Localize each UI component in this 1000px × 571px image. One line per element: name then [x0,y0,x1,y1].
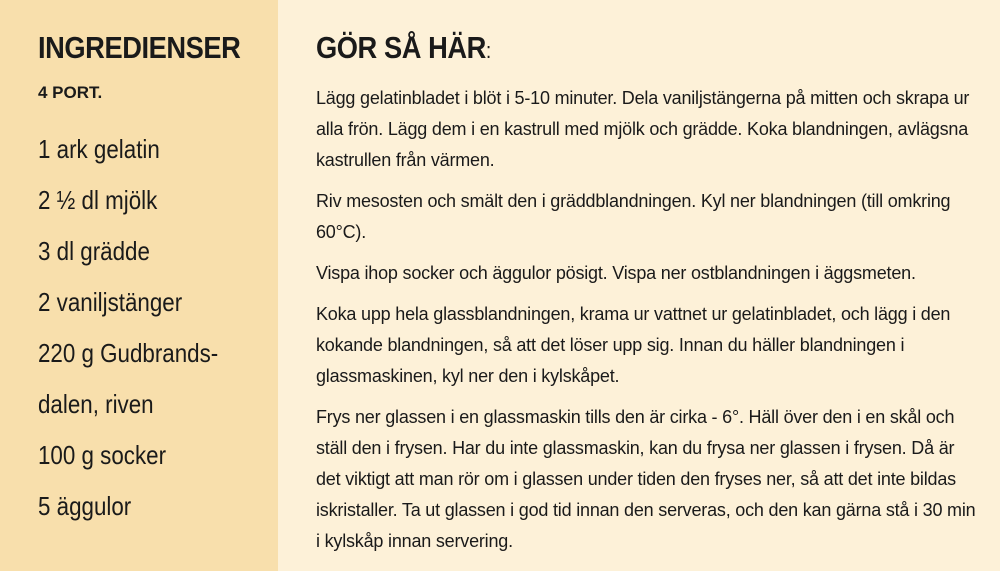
instruction-step: Vispa ihop socker och äggulor pösigt. Vispa ner ostblandningen i äggsmeten. [316,263,916,283]
instructions-title [316,28,900,71]
instructions-title-colon: : [485,38,491,63]
instructions-panel [278,0,1000,571]
ingredient-item: 3 dl grädde [38,236,150,266]
ingredient-item: dalen, riven [38,389,154,419]
ingredient-item: 2 vaniljstänger [38,287,183,317]
ingredients-panel [0,0,278,571]
ingredient-item: 220 g Gudbrands- [38,338,219,368]
ingredient-item: 1 ark gelatin [38,134,160,164]
ingredients-list [38,124,258,532]
instructions-title-text: GÖR SÅ HÄR [316,30,486,65]
ingredients-title: INGREDIENSER [38,30,241,65]
ingredient-item: 5 äggulor [38,491,132,521]
instruction-step: Koka upp hela glassblandningen, krama ur vattnet ur gelatinbladet, och lägg i den kokande blandningen, så att det löser upp sig. Innan du häller blandningen i glassmaskinen, kyl ner den i kylskåpet. [316,304,951,386]
ingredient-item: 2 ½ dl mjölk [38,185,158,215]
ingredient-item: 100 g socker [38,440,167,470]
instruction-step: Frys ner glassen i en glassmaskin tills den är cirka - 6°. Häll över den i en skål och ställ den i frysen. Har du inte glassmaskin, kan du frysa ner glassen i frysen. Då är det viktigt att man rör om i glassen under tiden den fryses ner, så att det inte bildas iskristaller. Ta ut glassen i god tid innan den serveras, och den kan gärna stå i 30 min i kylskåp innan servering. [316,407,976,551]
instruction-step: Riv mesosten och smält den i gräddblandningen. Kyl ner blandningen (till omkring 60°C). [316,191,951,242]
portions-label: 4 PORT. [38,83,103,102]
instruction-step: Lägg gelatinbladet i blöt i 5-10 minuter. Dela vaniljstängerna på mitten och skrapa ur alla frön. Lägg dem i en kastrull med mjölk och grädde. Koka blandningen, avlägsna kastrullen från värmen. [316,88,970,170]
instruction-steps [316,83,980,557]
